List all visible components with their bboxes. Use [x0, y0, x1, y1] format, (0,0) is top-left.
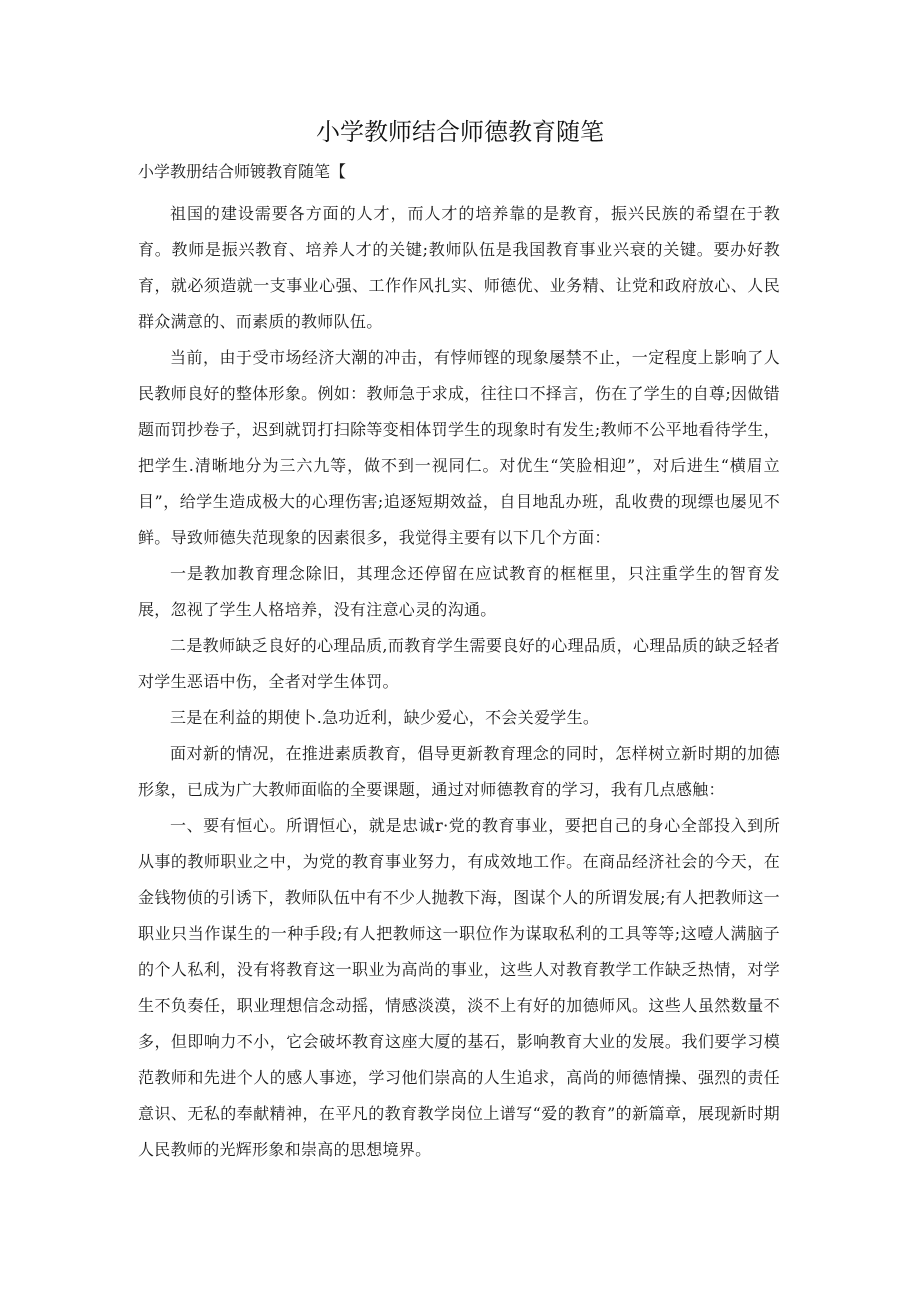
paragraph: 一、要有恒心。所谓恒心，就是忠诚r·党的教育事业，要把自己的身心全部投入到所从事的教师职业之中，为党的教育事业努力，有成效地工作。在商品经济社会的今天，在金钱物侦的引诱下，教师队伍中有不少人抛教下海，图谋个人的所谓发展;有人把教师这一职业只当作谋生的一种手段;有人把教师这一职位作为谋取私利的工具等等;这噎人满脑子的个人私利，没有将教育这一职业为高尚的事业，这些人对教育教学工作缺乏热情，对学生不负奏任，职业理想信念动摇，情感淡漠，淡不上有好的加德师风。这些人虽然数量不多，但即响力不小，它会破坏教育这座大厦的基石，影响教育大业的发展。我们要学习模范教师和先进个人的感人事迹，学习他们崇高的人生追求，高尚的师德情操、强烈的责任意识、无私的奉献精神，在平凡的教育教学岗位上谱写“爱的教育”的新篇章，展现新时期人民教师的光辉形象和崇高的思想境界。 [138, 816, 780, 1159]
paragraph: 当前，由于受市场经济大潮的冲击，有悖师铿的现象屡禁不止，一定程度上影响了人民教师良好的整体形象。例如：教师急于求成，往往口不择言，伤在了学生的自尊;因做错题而罚抄卷子，迟到就罚打扫除等变相体罚学生的现象时有发生;教师不公平地看待学生，把学生.清晰地分为三六九等，做不到一视同仁。对优生“笑脸相迎”，对后进生“横眉立目”，给学生造成极大的心理伤害;追逐短期效益，自目地乱办班，乱收费的现缥也屡见不鲜。导致师德失范现象的因素很多，我觉得主要有以下几个方面： [138, 348, 780, 547]
paragraph: 三是在利益的期使卜.急功近利，缺少爱心，不会关爱学生。 [170, 708, 600, 727]
paragraph: 面对新的情况，在推进素质教育，倡导更新教育理念的同时，怎样树立新时期的加德形象，已成为广大教师面临的全要课题，通过对师德教育的学习，我有几点感触： [138, 744, 780, 799]
document-title: 小学教师结合师德教育随笔 [316, 118, 604, 146]
document-subtitle: 小学教册结合师镀教育随笔【 [138, 162, 347, 181]
paragraph: 祖国的建设需要各方面的人才，而人才的培养靠的是教育，振兴民族的希望在于教育。教师是振兴教育、培养人才的关键;教师队伍是我国教育事业兴衰的关键。要办好教育，就必须造就一支事业心强、工作作风扎实、师德优、业务精、让党和政府放心、人民群众满意的、而素质的教师队伍。 [138, 204, 780, 331]
paragraph: 一是教加教育理念除旧，其理念还停留在应试教育的框框里，只注重学生的智育发展，忽视了学生人格培养，没有注意心灵的沟通。 [138, 564, 780, 619]
paragraph: 二是教师缺乏良好的心理品质,而教育学生需要良好的心理品质，心理品质的缺乏轻者对学生恶语中伤，全者对学生体罚。 [138, 636, 780, 691]
document-body [138, 196, 780, 1168]
